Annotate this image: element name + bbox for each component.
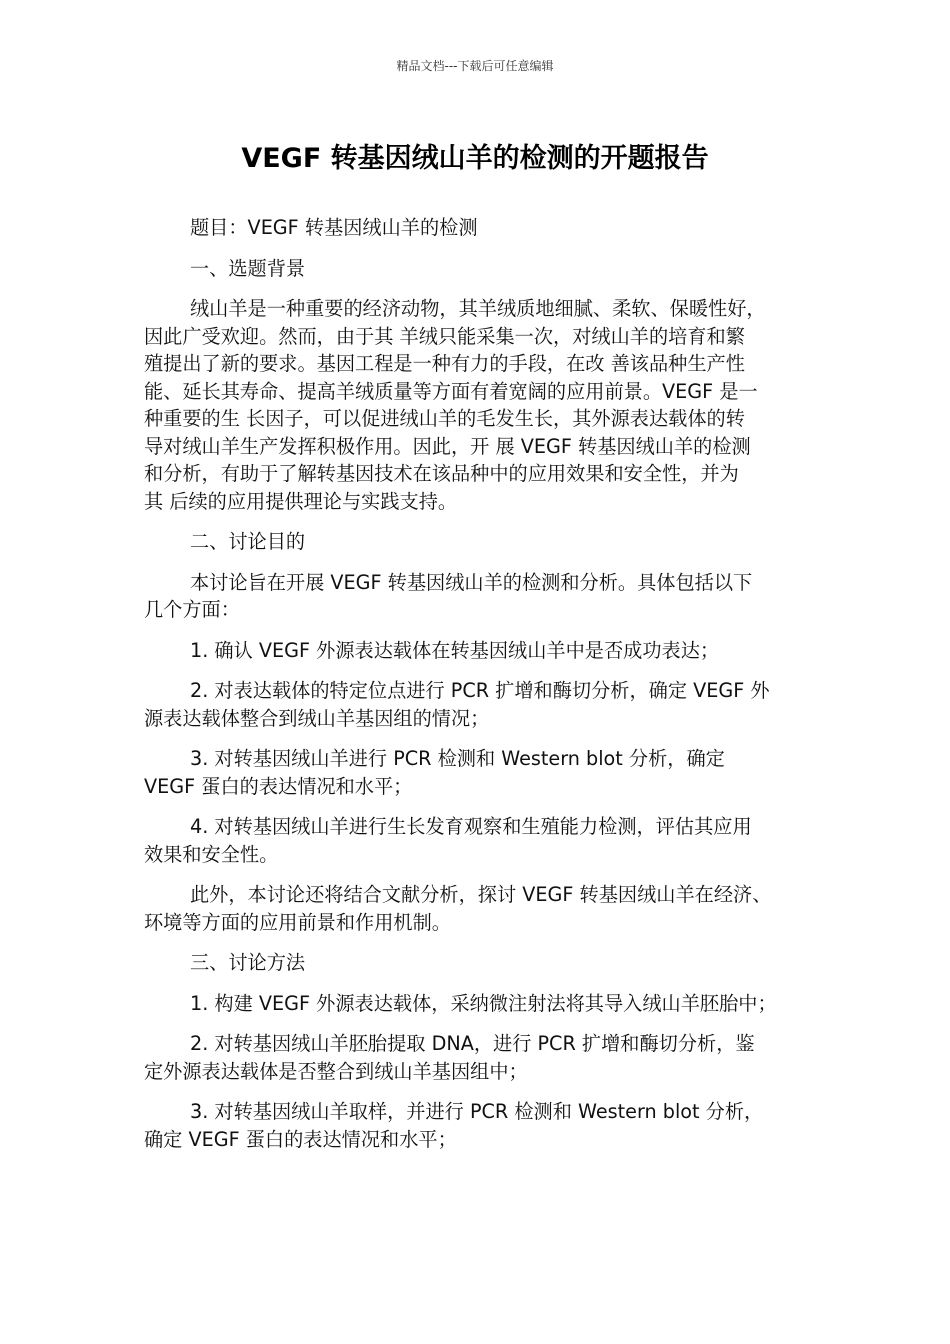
document-title: VEGF 转基因绒山羊的检测的开题报告 — [241, 143, 709, 174]
paragraph-line: 殖提出了新的要求。基因工程是一种有力的手段，在改 善该品种生产性 — [144, 352, 745, 375]
paragraph-line: 1. 构建 VEGF 外源表达载体，采纳微注射法将其导入绒山羊胚胎中； — [190, 991, 777, 1015]
paragraph-line: 2. 对表达载体的特定位点进行 PCR 扩增和酶切分析，确定 VEGF 外 — [190, 679, 770, 702]
paragraph-line: 题目：VEGF 转基因绒山羊的检测 — [190, 216, 478, 239]
paragraph-line: 此外，本讨论还将结合文献分析，探讨 VEGF 转基因绒山羊在经济、 — [190, 883, 772, 906]
paragraph — [144, 295, 808, 515]
paragraph-line: 3. 对转基因绒山羊取样，并进行 PCR 检测和 Western blot 分析， — [190, 1100, 764, 1123]
paragraph-line: 3. 对转基因绒山羊进行 PCR 检测和 Western blot 分析，确定 — [190, 747, 725, 770]
paragraph-line: 4. 对转基因绒山羊进行生长发育观察和生殖能力检测，评估其应用 — [190, 815, 752, 838]
paragraph-line: 一、选题背景 — [190, 256, 306, 280]
paragraph — [144, 1030, 808, 1085]
paragraph — [144, 637, 808, 665]
paragraph — [144, 528, 808, 556]
paragraph-line: 因此广受欢迎。然而，由于其 羊绒只能采集一次，对绒山羊的培育和繁 — [144, 324, 745, 348]
paragraph-line: 环境等方面的应用前景和作用机制。 — [144, 910, 451, 934]
paragraph-line: 几个方面： — [144, 598, 240, 621]
paragraph-line: 种重要的生 长因子，可以促进绒山羊的毛发生长，其外源表达载体的转 — [144, 407, 745, 430]
paragraph — [144, 813, 808, 868]
paragraph-line: 源表达载体整合到绒山羊基因组的情况； — [144, 706, 490, 730]
paragraph-line: 绒山羊是一种重要的经济动物，其羊绒质地细腻、柔软、保暖性好， — [190, 297, 766, 320]
paragraph-line: 1. 确认 VEGF 外源表达载体在转基因绒山羊中是否成功表达； — [190, 638, 720, 662]
paragraph — [144, 214, 808, 242]
paragraph — [144, 949, 808, 977]
paragraph-line: 和分析，有助于了解转基因技术在该品种中的应用效果和安全性，并为 — [144, 462, 739, 485]
paragraph-line: 2. 对转基因绒山羊胚胎提取 DNA，进行 PCR 扩增和酶切分析，鉴 — [190, 1032, 755, 1055]
paragraph-line: 确定 VEGF 蛋白的表达情况和水平； — [144, 1127, 457, 1151]
paragraph-line: 其 后续的应用提供理论与实践支持。 — [144, 489, 458, 513]
paragraph — [144, 881, 808, 936]
paragraph — [144, 255, 808, 283]
paragraph-line: 导对绒山羊生产发挥积极作用。因此，开 展 VEGF 转基因绒山羊的检测 — [144, 434, 751, 458]
header-note: 精品文档---下载后可任意编辑 — [396, 59, 554, 73]
paragraph — [144, 569, 808, 624]
paragraph — [144, 677, 808, 732]
paragraph-line: 二、讨论目的 — [190, 530, 306, 553]
paragraph-line: 效果和安全性。 — [144, 842, 279, 866]
paragraph-line: VEGF 蛋白的表达情况和水平； — [144, 774, 413, 798]
paragraph — [144, 990, 808, 1018]
paragraph-line: 本讨论旨在开展 VEGF 转基因绒山羊的检测和分析。具体包括以下 — [190, 570, 753, 594]
paragraph-line: 能、延长其寿命、提高羊绒质量等方面有着宽阔的应用前景。VEGF 是一 — [144, 379, 758, 403]
document-body — [144, 214, 808, 1166]
paragraph — [144, 745, 808, 800]
paragraph — [144, 1098, 808, 1153]
paragraph-line: 三、讨论方法 — [190, 951, 306, 974]
paragraph-line: 定外源表达载体是否整合到绒山羊基因组中； — [144, 1059, 528, 1083]
